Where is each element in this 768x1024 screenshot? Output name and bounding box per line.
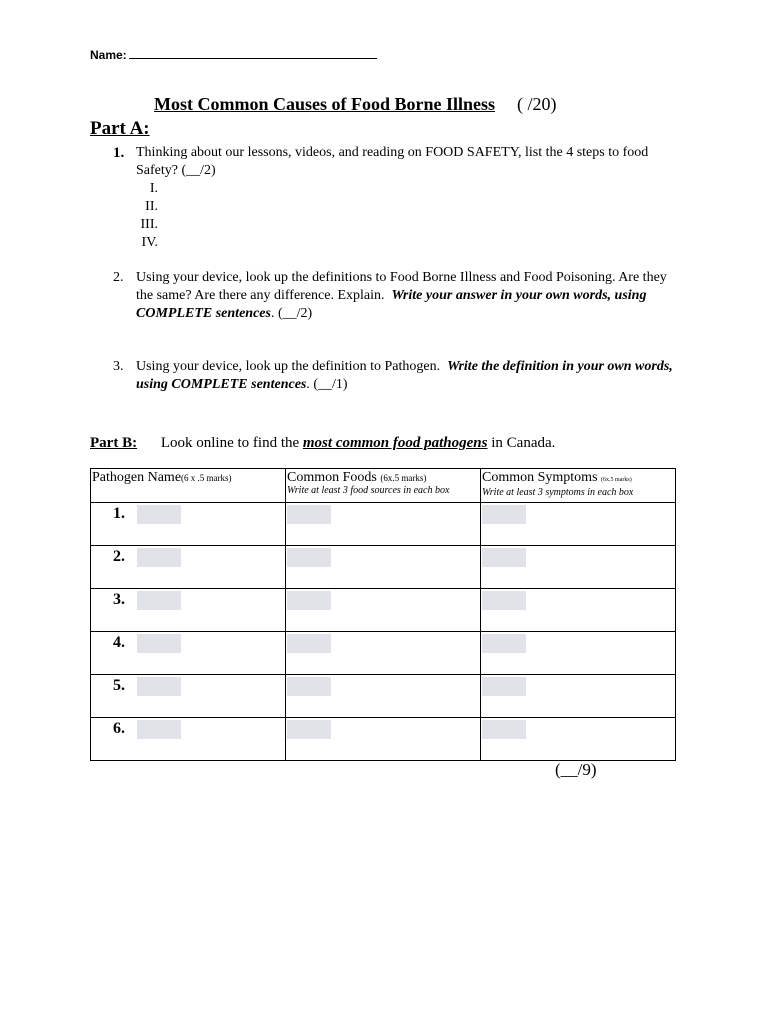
question-3-prompt: Using your device, look up the definition to Pathogen. [136,359,441,374]
table-row [91,675,676,718]
part-a-heading: Part A: [90,118,150,139]
col-common-foods-header [286,469,481,503]
pathogen-input[interactable] [137,591,181,610]
table-row [91,589,676,632]
col1-title: Pathogen Name [92,470,182,485]
table-row [91,718,676,761]
col-pathogen-name-header [91,469,286,503]
col-common-symptoms-header [481,469,676,503]
foods-input[interactable] [287,548,331,567]
foods-cell [286,718,481,761]
question-1-number: 1. [113,145,125,161]
foods-cell [286,546,481,589]
pathogen-input[interactable] [137,505,181,524]
food-safety-steps-list [136,180,158,252]
symptoms-input[interactable] [482,720,526,739]
step-2-label: II. [145,199,158,214]
question-2-score: . (__/2) [270,306,313,321]
total-score: ( /20) [517,94,557,114]
question-1-text: Thinking about our lessons, videos, and reading on FOOD SAFETY, list the 4 steps to food Safety? (__/2) [136,145,649,178]
pathogen-cell [91,718,286,761]
foods-input[interactable] [287,720,331,739]
name-field-label [90,47,377,62]
col3-subtitle: Write at least 3 symptoms in each box [482,487,634,498]
col2-marks: (6x.5 marks) [380,473,427,483]
symptoms-input[interactable] [482,591,526,610]
part-b-intro [90,435,555,452]
question-3-score: . (__/1) [306,377,348,392]
question-2-instruction: Write your answer in your own words, using COMPLETE sentences [136,288,647,321]
foods-input[interactable] [287,677,331,696]
pathogen-cell [91,632,286,675]
part-b-intro-highlight: most common food pathogens [302,435,488,451]
symptoms-input[interactable] [482,634,526,653]
row-number: 5. [113,677,125,694]
row-number: 3. [113,591,125,608]
pathogen-cell [91,675,286,718]
foods-cell [286,589,481,632]
pathogen-cell [91,546,286,589]
pathogen-input[interactable] [137,720,181,739]
row-number: 4. [113,634,125,651]
foods-cell [286,503,481,546]
question-3-text [136,358,673,394]
symptoms-cell [481,632,676,675]
table-row [91,546,676,589]
pathogen-input[interactable] [137,677,181,696]
part-b-heading: Part B: [90,435,138,451]
question-2-number: 2. [113,270,124,285]
symptoms-input[interactable] [482,548,526,567]
pathogen-input[interactable] [137,634,181,653]
page-title [154,94,557,115]
row-number: 6. [113,720,125,737]
table-row [91,632,676,675]
table-row [91,503,676,546]
question-3 [113,358,673,394]
foods-input[interactable] [287,591,331,610]
symptoms-cell [481,589,676,632]
row-number: 2. [113,548,125,565]
col3-marks: (6x.5 marks) [601,477,632,483]
name-label: Name: [90,48,127,62]
col3-title: Common Symptoms [482,470,598,485]
question-2-prompt: Using your device, look up the definitions to Food Borne Illness and Food Poisoning. Are they the same? Are there any difference. Explain. [136,270,667,303]
question-3-number: 3. [113,359,124,374]
step-4-label: IV. [141,235,158,250]
row-number: 1. [113,505,125,522]
foods-input[interactable] [287,634,331,653]
title-text: Most Common Causes of Food Borne Illness [154,94,496,114]
question-2-text [136,269,673,323]
foods-cell [286,632,481,675]
part-b-intro-after: in Canada. [491,435,556,451]
question-1 [113,144,673,180]
col2-subtitle: Write at least 3 food sources in each box [287,485,450,496]
symptoms-cell [481,718,676,761]
foods-input[interactable] [287,505,331,524]
foods-cell [286,675,481,718]
symptoms-cell [481,675,676,718]
pathogen-cell [91,503,286,546]
symptoms-input[interactable] [482,677,526,696]
step-3-label: III. [140,217,158,232]
question-2 [113,269,673,323]
col1-marks: (6 x .5 marks) [181,473,232,483]
question-3-instruction: Write the definition in your own words, using COMPLETE sentences [136,359,673,392]
table-header-row [91,469,676,503]
name-blank-line[interactable] [129,47,377,59]
pathogen-cell [91,589,286,632]
symptoms-input[interactable] [482,505,526,524]
pathogen-table [90,468,676,761]
step-1-label: I. [149,181,158,196]
part-b-score: (__/9) [555,760,597,779]
symptoms-cell [481,503,676,546]
symptoms-cell [481,546,676,589]
pathogen-input[interactable] [137,548,181,567]
col2-title: Common Foods [287,470,377,485]
part-b-intro-before: Look online to find the [160,435,300,451]
